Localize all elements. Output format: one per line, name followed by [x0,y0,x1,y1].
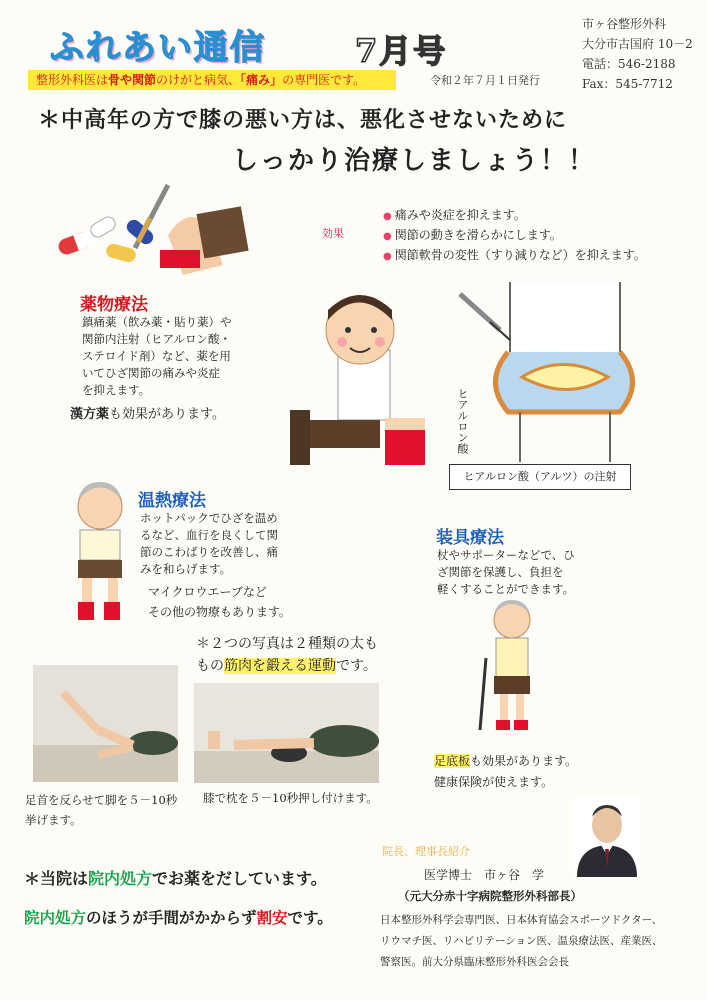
drug-therapy-body [82,314,232,399]
director-former-role: （元大分赤十字病院整形外科部長） [398,889,582,903]
kampo-label: 漢方薬 [70,407,110,422]
prescription-line1 [24,866,327,889]
body-line: 軽くすることができます。 [437,582,575,596]
exercise-photo-knee-pillow [194,683,379,783]
effects-list [383,206,646,266]
effect-item: ● 関節の動きを滑らかにします。 [383,226,646,246]
heat-therapy-body [140,510,278,578]
kampo-note [70,403,225,422]
body-line: 杖やサポーターなどで、ひ [437,548,575,562]
knee-pillow-caption: 膝で枕を５－10秒押し付けます。 [203,791,378,805]
issue-date: 令和２年７月１日発行 [430,74,540,87]
leg-raise-figure [33,665,178,782]
elderly-woman-cane-illustration [470,598,550,738]
body-line: みを和らげます。 [140,562,232,576]
exercise-intro-line2 [196,655,377,675]
prescription-line2 [24,906,333,928]
credential-line: リウマチ医、リハビリテーション医、温泉療法医、産業医、 [380,935,663,947]
effect-item: ● 関節軟骨の変性（すり減りなど）を抑えます。 [383,246,646,266]
exercise-intro-line1: ＊２つの写真は２種類の太も [196,636,378,652]
elderly-woman-sitting-illustration [60,482,140,632]
credential-line: 日本整形外科学会専門医、日本体育協会スポーツドクター、 [380,914,663,926]
hyaluronic-label: ヒアルロン酸 [456,388,469,454]
leg-raise-caption [25,790,177,830]
clinic-fax: Fax：545-7712 [582,77,673,91]
injection-caption: ヒアルロン酸（アルツ）の注射 [449,464,631,490]
caption-line: 挙げます。 [25,813,82,827]
director-name: 医学博士 市ヶ谷 学 [424,868,545,882]
headline-line1: ＊中高年の方で膝の悪い方は、悪化させないために [38,108,568,133]
exercise-intro-text: です。 [336,658,377,674]
prescription-text: のほうが手間がかからず [86,909,257,927]
prescription-text: です。 [287,909,333,927]
orthosis-title: 装具療法 [436,528,504,548]
issue-label: 7月号 [355,32,448,70]
drug-therapy-title: 薬物療法 [80,295,148,315]
in-house-prescription: 院内処方 [88,869,153,888]
tagline-text: のけがと病気、 [156,73,241,87]
clinic-address: 大分市古国府 10－2 [582,37,693,51]
director-photo [573,797,641,877]
prescription-text: ＊当院は [24,869,89,888]
clinic-info [582,14,693,94]
insole-text: も効果があります。 [470,754,578,768]
director-heading: 院長、理事長紹介 [382,845,470,858]
insole-note [434,752,577,769]
in-house-prescription: 院内処方 [24,909,87,927]
body-line: るなど、血行を良くして関 [140,528,278,542]
body-line: 鎮痛薬（飲み薬・貼り薬）や [82,315,232,329]
knee-joint-diagram [450,282,650,462]
clinic-name: 市ヶ谷整形外科 [582,17,667,31]
physical-therapy-note: その他の物療もあります。 [148,605,292,619]
kampo-text: も効果があります。 [109,407,225,422]
medicine-illustration [50,180,250,280]
tagline-pain: 「痛み」 [240,73,283,87]
body-line: ホットパックでひざを温め [140,511,278,525]
tagline-text: の専門医です。 [282,73,366,87]
orthosis-body [437,547,575,598]
director-credentials [380,910,663,973]
newsletter-title: ふれあい通信 [50,28,266,68]
body-line: ステロイド剤）など、薬を用 [82,349,231,363]
knee-pillow-figure [194,683,379,783]
body-line: 関節内注射（ヒアルロン酸・ [82,332,232,346]
tagline-text: 整形外科医は [36,73,109,87]
prescription-text: でお薬をだしています。 [152,869,327,888]
body-line: いてひざ関節の痛みや炎症 [82,366,220,380]
body-line: 節のこわばりを改善し、痛 [140,545,278,559]
effect-item: ● 痛みや炎症を抑えます。 [383,206,646,226]
tagline-banner [28,70,396,90]
exercise-intro-highlight: 筋肉を鍛える運動 [224,658,336,674]
insole-label: 足底板 [434,754,471,768]
insurance-note: 健康保険が使えます。 [434,775,554,789]
microwave-note: マイクロウエーブなど [148,585,267,599]
cheaper-label: 割安 [256,909,288,927]
effect-label: 効果 [322,227,344,240]
headline-line2: しっかり治療しましょう！！ [232,146,597,176]
director-portrait [573,797,641,877]
clinic-phone: 電話：546-2188 [582,57,676,71]
credential-line: 警察医。前大分県臨床整形外科医会会長 [380,956,569,968]
doctor-illustration [290,290,450,470]
tagline-bone-joint: 骨や関節 [108,73,157,87]
exercise-photo-leg-raise [33,665,178,782]
heat-therapy-title: 温熱療法 [138,491,206,511]
body-line: を抑えます。 [82,383,151,397]
body-line: ざ関節を保護し、負担を [437,565,564,579]
exercise-intro-text: もの [196,658,224,674]
caption-line: 足首を反らせて脚を５－10秒 [25,793,178,807]
